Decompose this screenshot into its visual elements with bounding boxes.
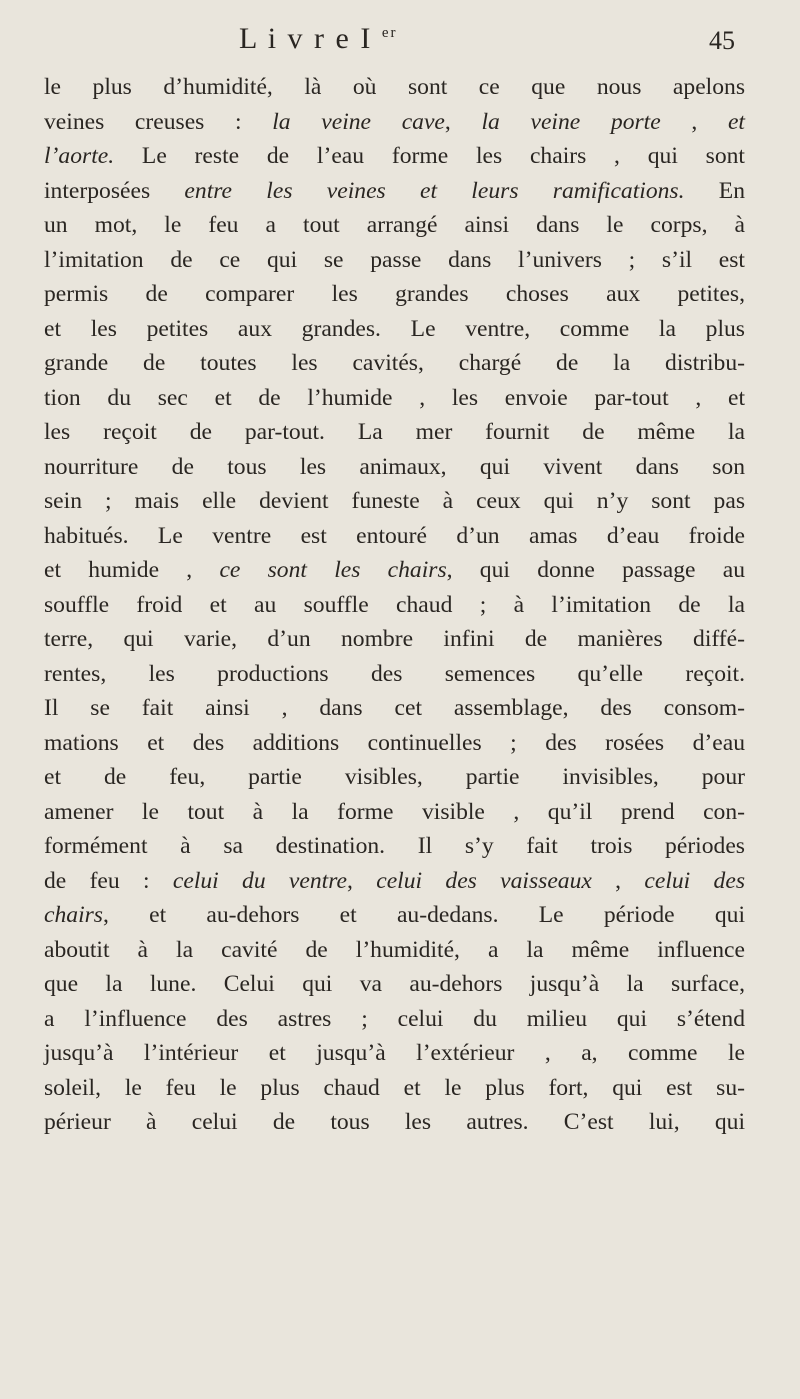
italic-segment: entre les veines et leurs ramifications. bbox=[184, 177, 685, 204]
text-line bbox=[44, 208, 745, 243]
text-line bbox=[44, 105, 745, 140]
body-text bbox=[44, 70, 745, 1140]
text-segment: souffle froid et au souffle chaud ; à l’imitation de la bbox=[44, 591, 745, 618]
text-line bbox=[44, 139, 745, 174]
italic-segment: la veine cave bbox=[272, 108, 445, 135]
text-segment: , bbox=[660, 108, 728, 135]
text-segment: périeur à celui de tous les autres. C’est lui, qui bbox=[44, 1109, 745, 1135]
text-line bbox=[44, 312, 745, 347]
text-line bbox=[44, 381, 745, 416]
text-line bbox=[44, 760, 745, 795]
text-line bbox=[44, 829, 745, 864]
text-segment: Il se fait ainsi , dans cet assemblage, des consom- bbox=[44, 695, 745, 721]
text-segment: et les petites aux grandes. Le ventre, comme la plus bbox=[44, 315, 745, 342]
text-segment: aboutit à la cavité de l’humidité, a la même influence bbox=[44, 936, 745, 963]
text-line bbox=[44, 243, 745, 278]
text-segment: En bbox=[684, 177, 746, 204]
text-segment: , bbox=[347, 867, 377, 894]
italic-segment: l’aorte. bbox=[44, 143, 115, 169]
text-segment: mations et des additions continuelles ; des rosées d’eau bbox=[44, 729, 745, 756]
text-segment: de feu : bbox=[44, 867, 173, 894]
text-line bbox=[44, 691, 745, 726]
text-line bbox=[44, 588, 745, 623]
text-segment: l’imitation de ce qui se passe dans l’univers ; s’il est bbox=[44, 246, 745, 273]
text-segment: et humide , bbox=[44, 557, 220, 583]
text-segment: et de feu, partie visibles, partie invisibles, pour bbox=[44, 764, 745, 790]
text-segment: tion du sec et de l’humide , les envoie par-tout , et bbox=[44, 384, 745, 411]
text-segment: Le reste de l’eau forme les chairs , qui sont bbox=[114, 143, 745, 169]
text-segment: terre, qui varie, d’un nombre infini de manières diffé- bbox=[44, 626, 745, 652]
running-title-superscript: er bbox=[381, 25, 398, 41]
italic-segment: celui des bbox=[644, 867, 745, 894]
text-line bbox=[44, 1105, 745, 1140]
text-segment: habitués. Le ventre est entouré d’un amas d’eau froide bbox=[44, 522, 745, 549]
text-segment: veines creuses : bbox=[44, 108, 273, 135]
text-line bbox=[44, 174, 745, 209]
text-segment: le plus d’humidité, là où sont ce que nous apelons bbox=[44, 74, 745, 100]
text-line bbox=[44, 795, 745, 830]
text-line bbox=[44, 864, 745, 899]
text-line bbox=[44, 967, 745, 1002]
text-line bbox=[44, 346, 745, 381]
running-title: L i v r e I $^{er}$ bbox=[239, 22, 398, 55]
text-line bbox=[44, 898, 745, 933]
text-segment: grande de toutes les cavités, chargé de la distribu- bbox=[44, 350, 745, 376]
text-segment: a l’influence des astres ; celui du milieu qui s’étend bbox=[44, 1005, 745, 1032]
italic-segment: celui du ventre bbox=[172, 867, 348, 894]
text-line bbox=[44, 726, 745, 761]
text-line bbox=[44, 277, 745, 312]
italic-segment: la veine porte bbox=[481, 108, 661, 135]
text-segment: nourriture de tous les animaux, qui vivent dans son bbox=[44, 453, 745, 480]
italic-segment: ce sont les chairs bbox=[219, 557, 447, 583]
text-line bbox=[44, 70, 745, 105]
text-segment: interposées bbox=[44, 177, 185, 204]
text-line bbox=[44, 933, 745, 968]
text-segment: , bbox=[591, 867, 645, 894]
text-line bbox=[44, 415, 745, 450]
text-segment: soleil, le feu le plus chaud et le plus fort, qui est su- bbox=[44, 1074, 745, 1101]
text-segment: rentes, les productions des semences qu’elle reçoit. bbox=[44, 660, 745, 687]
text-segment: , bbox=[444, 108, 482, 135]
text-segment: les reçoit de par-tout. La mer fournit de même la bbox=[44, 419, 745, 445]
page-header bbox=[44, 22, 745, 70]
text-line bbox=[44, 622, 745, 657]
text-line bbox=[44, 519, 745, 554]
text-segment: jusqu’à l’intérieur et jusqu’à l’extérieur , a, comme le bbox=[44, 1040, 745, 1066]
text-line bbox=[44, 1036, 745, 1071]
text-segment: un mot, le feu a tout arrangé ainsi dans le corps, à bbox=[44, 212, 745, 238]
italic-segment: celui des vaisseaux bbox=[376, 867, 592, 894]
text-segment: permis de comparer les grandes choses aux petites, bbox=[44, 281, 745, 307]
text-line bbox=[44, 1002, 745, 1037]
italic-segment: chairs bbox=[44, 902, 103, 928]
text-segment: sein ; mais elle devient funeste à ceux qui n’y sont pas bbox=[44, 488, 745, 514]
text-line bbox=[44, 553, 745, 588]
text-segment: , et au-dehors et au-dedans. Le période qui bbox=[102, 902, 745, 928]
text-line bbox=[44, 657, 745, 692]
text-segment: , qui donne passage au bbox=[446, 557, 745, 583]
text-segment: que la lune. Celui qui va au-dehors jusqu’à la surface, bbox=[44, 971, 745, 997]
page-number: 45 bbox=[709, 26, 735, 55]
text-segment: amener le tout à la forme visible , qu’il prend con- bbox=[44, 798, 745, 825]
text-line bbox=[44, 450, 745, 485]
text-line bbox=[44, 1071, 745, 1106]
text-line bbox=[44, 484, 745, 519]
italic-segment: et bbox=[727, 108, 745, 135]
text-segment: formément à sa destination. Il s’y fait trois périodes bbox=[44, 833, 745, 859]
